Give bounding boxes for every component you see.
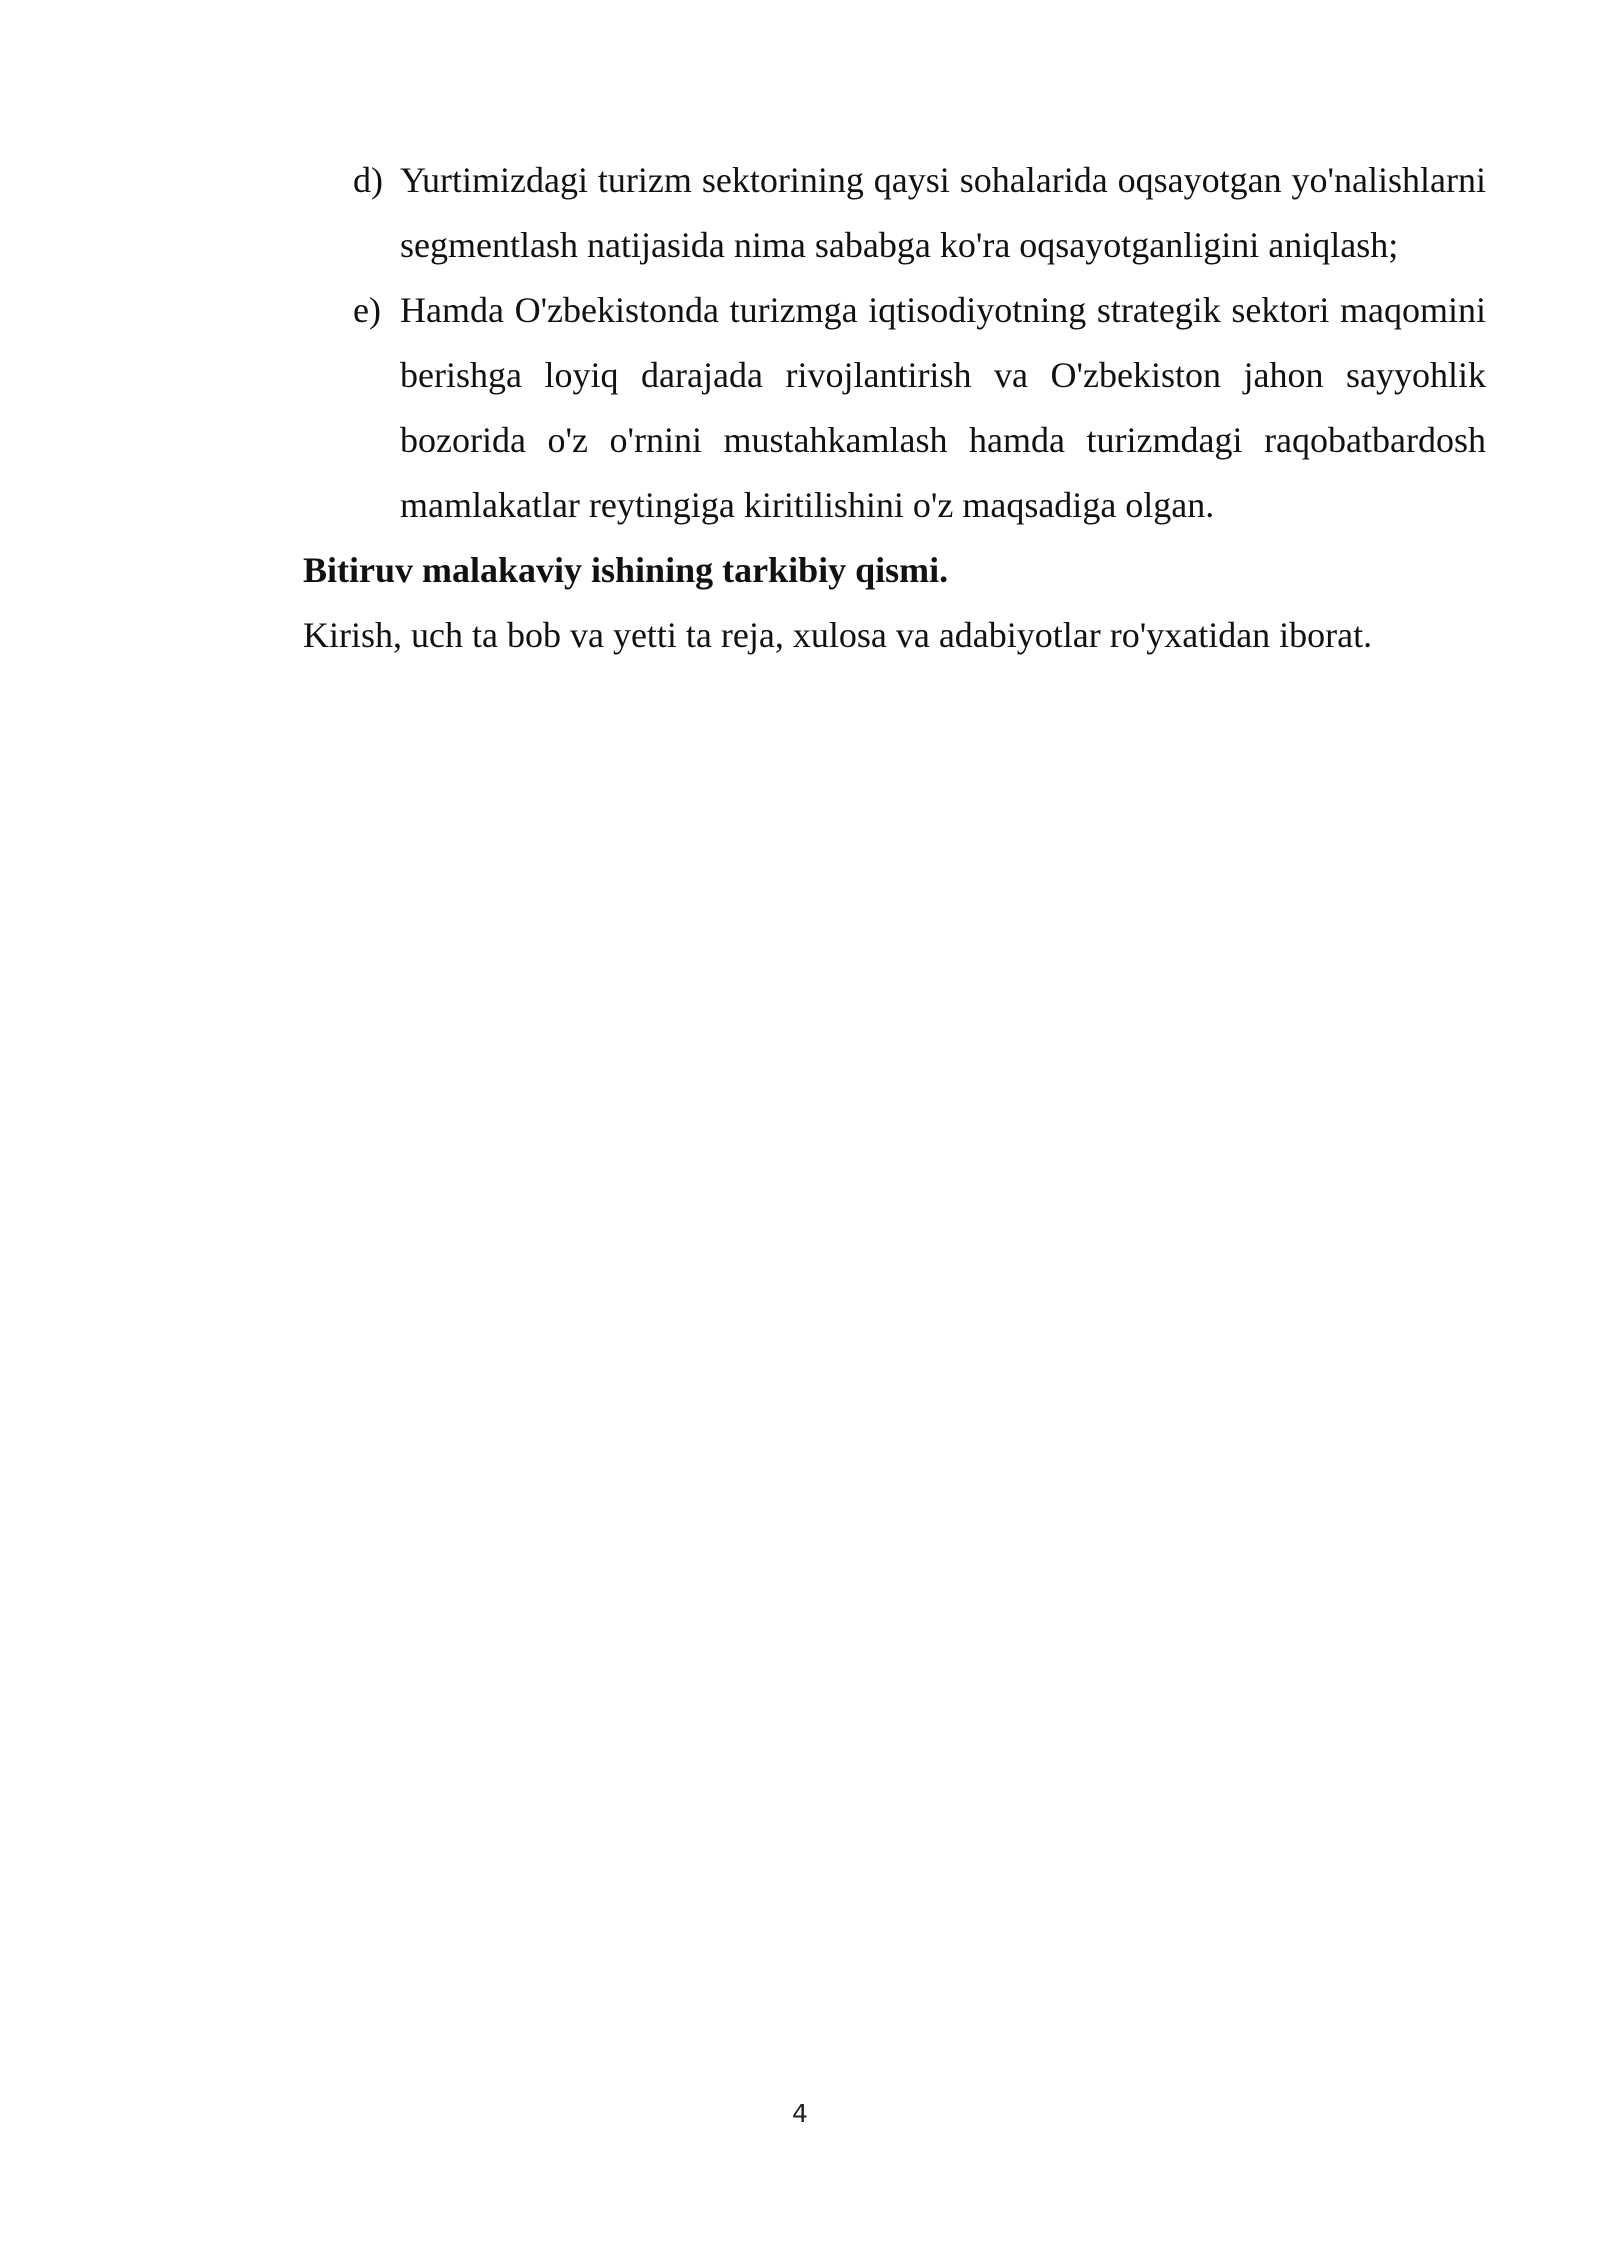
list-item-text: Yurtimizdagi turizm sektorining qaysi sohalarida oqsayotgan yo'nalishlarni segmentlash natijasida nima sababga ko'ra oqsayotganligini aniqlash; xyxy=(400,160,1486,265)
body-paragraph: Kirish, uch ta bob va yetti ta reja, xulosa va adabiyotlar ro'yxatidan iborat. xyxy=(303,615,1373,655)
list-marker: d) xyxy=(353,160,383,200)
list-marker: e) xyxy=(353,290,381,330)
page-content xyxy=(303,148,1486,668)
page-number: 4 xyxy=(792,2099,808,2128)
list-item-d xyxy=(303,148,1486,278)
list-item-e xyxy=(303,278,1486,538)
list-item-text: Hamda O'zbekistonda turizmga iqtisodiyotning strategik sektori maqomini berishga loyiq darajada rivojlantirish va O'zbekiston jahon sayyohlik bozorida o'z o'rnini mustahkamlash hamda turizmdagi raqobatbardosh mamlakatlar reytingiga kiritilishini o'z maqsadiga olgan. xyxy=(400,290,1486,525)
section-heading: Bitiruv malakaviy ishining tarkibiy qismi. xyxy=(303,550,949,590)
